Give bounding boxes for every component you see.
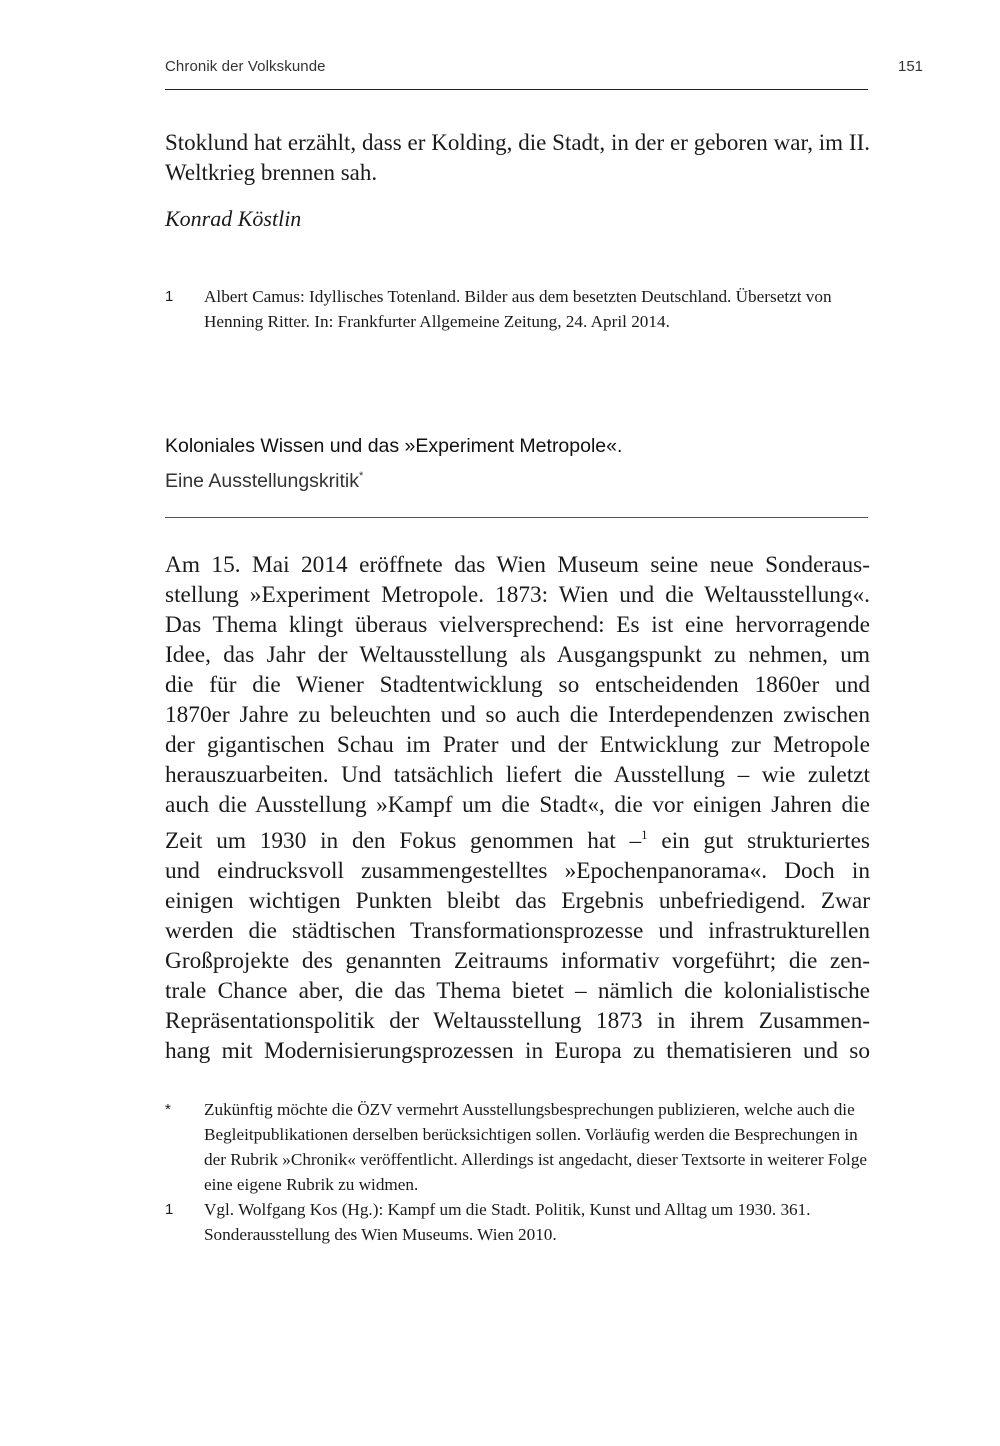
header-divider — [165, 89, 868, 90]
footnote-mark: 1 — [165, 288, 174, 305]
previous-article-author: Konrad Köstlin — [165, 206, 302, 231]
previous-article-footnotes — [165, 284, 870, 334]
footnote — [165, 1197, 870, 1247]
footnote-text: Albert Camus: Idyllisches Totenland. Bilder aus dem besetzten Deutschland. Übersetzt von Henning Ritter. In: Frankfurter Allgemeine Zeitung, 24. April 2014. — [204, 287, 832, 331]
body-line: stellung »Experiment Metropole. 1873: Wien und die Weltausstellung«. — [165, 582, 870, 608]
page-number: 151 — [898, 58, 924, 75]
body-line: Großprojekte des genannten Zeitraums informativ vorgeführt; die zen- — [165, 948, 870, 974]
body-line: und eindrucksvoll zusammengestelltes »Epochenpanorama«. Doch in — [165, 858, 870, 884]
body-line: Idee, das Jahr der Weltausstellung als Ausgangspunkt zu nehmen, um — [165, 642, 870, 668]
article-subtitle — [165, 461, 870, 496]
footnote-ref-star[interactable]: * — [359, 470, 364, 482]
article-subtitle-text: Eine Ausstellungskritik — [165, 470, 360, 492]
body-line: Repräsentationspolitik der Weltausstellung 1873 in ihrem Zusammen- — [165, 1008, 870, 1034]
article-footnotes — [165, 1097, 870, 1247]
footnote-text: Vgl. Wolfgang Kos (Hg.): Kampf um die Stadt. Politik, Kunst und Alltag um 1930. 361. Sonderausstellung des Wien Museums. Wien 2010. — [204, 1200, 811, 1244]
body-line: hang mit Modernisierungsprozessen in Europa zu thematisieren und so — [165, 1038, 870, 1064]
body-line: auch die Ausstellung »Kampf um die Stadt«, die vor einigen Jahren die — [165, 792, 870, 818]
article-title — [165, 431, 870, 496]
body-line: werden die städtischen Transformationsprozesse und infrastrukturellen — [165, 918, 870, 944]
body-line: die für die Wiener Stadtentwicklung so entscheidenden 1860er und — [165, 672, 870, 698]
body-line: einigen wichtigen Punkten bleibt das Ergebnis unbefriedigend. Zwar — [165, 888, 870, 914]
running-head — [165, 56, 925, 80]
article-body — [165, 550, 870, 1066]
article-title-main: Koloniales Wissen und das »Experiment Metropole«. — [165, 435, 623, 457]
body-line: trale Chance aber, die das Thema bietet – nämlich die kolonialistische — [165, 978, 870, 1004]
footnote-mark: 1 — [165, 1201, 174, 1218]
footnote — [165, 1097, 870, 1197]
body-line: Am 15. Mai 2014 eröffnete das Wien Museum seine neue Sonderaus- — [165, 552, 870, 578]
footnote-mark: * — [165, 1101, 171, 1118]
body-line-text-after: ein gut strukturiertes — [647, 828, 870, 854]
body-line-text: Zeit um 1930 in den Fokus genommen hat – — [165, 828, 642, 854]
body-line: Das Thema klingt überaus vielversprechend: Es ist eine hervorragende — [165, 612, 870, 638]
body-line: herauszuarbeiten. Und tatsächlich liefert die Ausstellung – wie zuletzt — [165, 762, 870, 788]
body-line-with-footnote — [165, 820, 870, 856]
footnote-text: Zukünftig möchte die ÖZV vermehrt Ausstellungsbesprechungen publizieren, welche auch die Begleitpublikationen derselben berücksichtigen sollen. Vorläufig werden die Besprechungen in der Rubrik »Chronik« veröffentlicht. Allerdings ist angedacht, dieser Textsorte in weiterer Folge eine eigene Rubrik zu widmen. — [204, 1100, 868, 1194]
body-line: 1870er Jahre zu beleuchten und so auch die Interdependenzen zwischen — [165, 702, 870, 728]
footnote-ref-1[interactable]: 1 — [641, 827, 648, 842]
title-divider — [165, 517, 868, 518]
body-line: der gigantischen Schau im Prater und der Entwicklung zur Metropole — [165, 732, 870, 758]
running-head-title: Chronik der Volkskunde — [165, 58, 326, 75]
footnote — [165, 284, 870, 334]
previous-article-closing-text: Stoklund hat erzählt, dass er Kolding, die Stadt, in der er geboren war, im II. Weltkrieg brennen sah. — [165, 130, 870, 185]
